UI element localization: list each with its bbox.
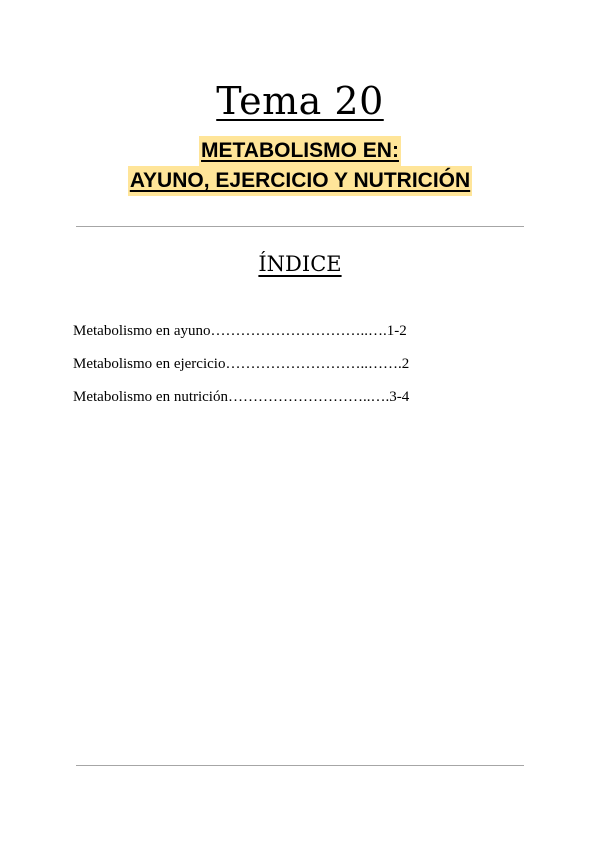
bottom-divider — [76, 765, 524, 766]
document-title — [0, 78, 600, 124]
subtitle-line-1: METABOLISMO EN: — [199, 136, 401, 166]
top-divider — [76, 226, 524, 227]
toc-entry-page: 3-4 — [389, 389, 410, 405]
toc-entry-ayuno — [73, 315, 533, 348]
table-of-contents — [73, 315, 533, 414]
index-heading-text: ÍNDICE — [258, 252, 342, 276]
toc-entry-leader: …………………………..…. — [210, 323, 387, 339]
toc-entry-leader: ………………………..……. — [225, 356, 402, 372]
toc-entry-ejercicio — [73, 348, 533, 381]
index-heading — [0, 250, 600, 278]
subtitle-line-2: AYUNO, EJERCICIO Y NUTRICIÓN — [128, 166, 472, 196]
toc-entry-nutricion — [73, 381, 533, 414]
toc-entry-label: Metabolismo en nutrición — [73, 389, 228, 405]
toc-entry-label: Metabolismo en ejercicio — [73, 356, 226, 372]
toc-entry-page: 2 — [401, 356, 410, 372]
toc-entry-page: 1-2 — [386, 323, 407, 339]
title-text: Tema 20 — [216, 79, 384, 123]
subtitle-block — [0, 136, 600, 196]
toc-entry-label: Metabolismo en ayuno — [73, 323, 211, 339]
toc-entry-leader: ………………………..…. — [227, 389, 390, 405]
